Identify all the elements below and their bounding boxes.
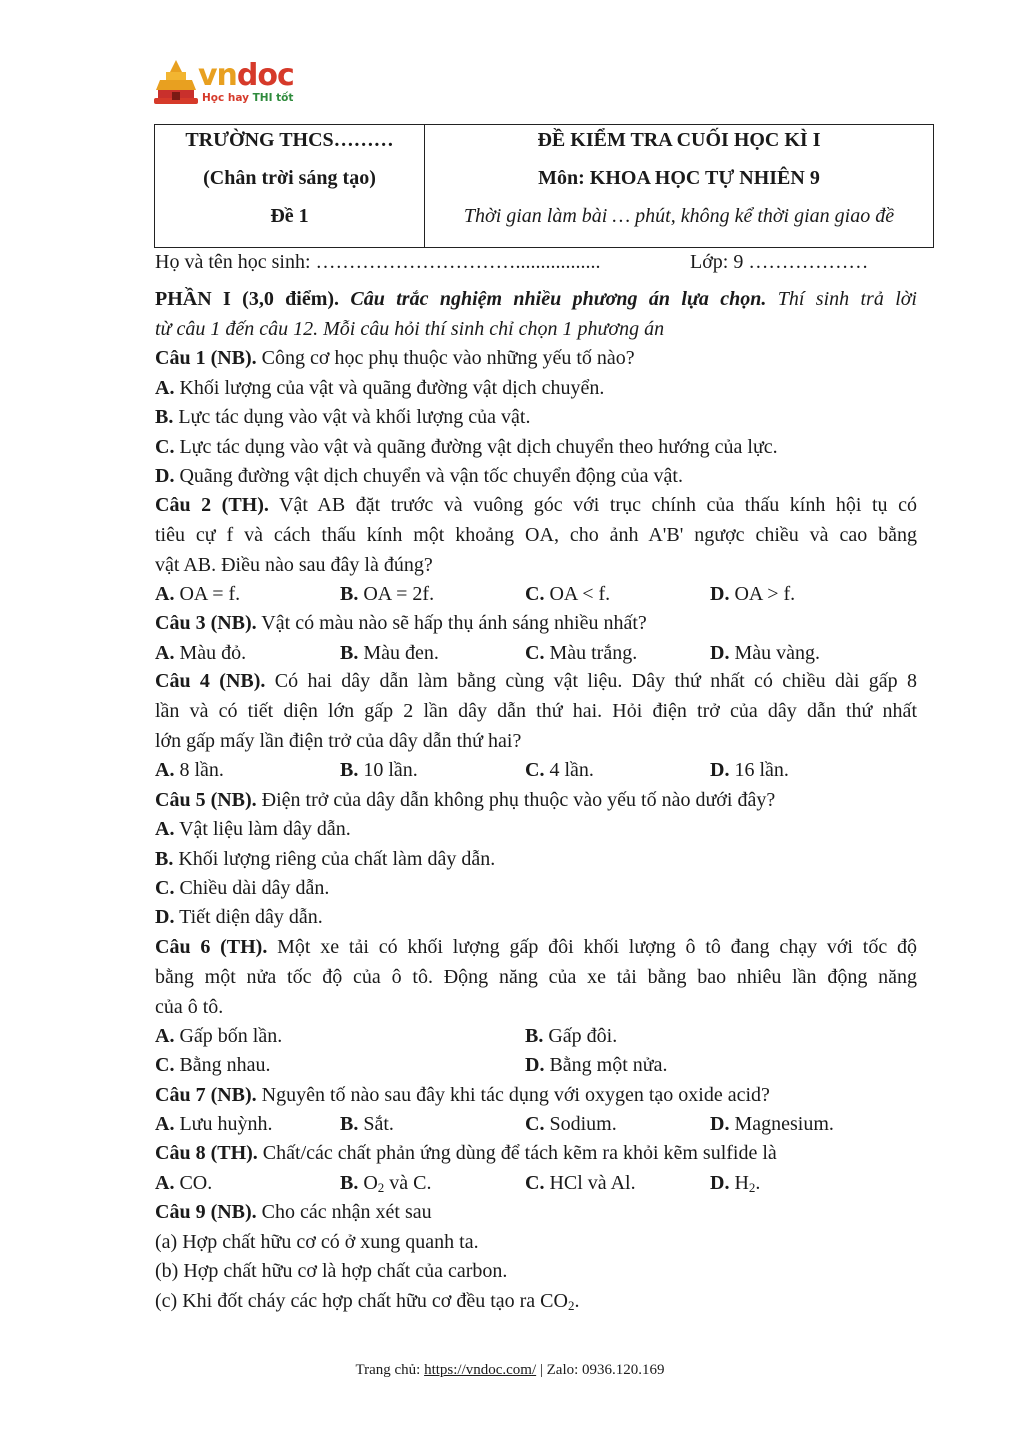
logo-tagline: Học hay THI tốt (202, 92, 294, 104)
exam-info-cell (425, 125, 933, 247)
question-2-line2: tiêu cự f và cách thấu kính một khoảng OA, cho ảnh A'B' ngược chiều và cao bằng (155, 524, 917, 546)
vndoc-home-link[interactable]: https://vndoc.com/ (424, 1362, 537, 1378)
q6-option-c: C. Bằng nhau. (155, 1054, 271, 1076)
question-2-line3: vật AB. Điều nào sau đây là đúng? (155, 554, 433, 576)
textbook-series: (Chân trời sáng tạo) (203, 167, 376, 189)
school-name: TRƯỜNG THCS……… (185, 129, 394, 151)
q2-option-c: C. OA < f. (525, 583, 611, 605)
q9-statement-a: (a) Hợp chất hữu cơ có ở xung quanh ta. (155, 1231, 479, 1253)
vndoc-logo (152, 58, 302, 108)
question-4: Câu 4 (NB). Có hai dây dẫn làm bằng cùng vật liệu. Dây thứ nhất có chiều dài gấp 8 (155, 670, 917, 692)
q6-option-d: D. Bằng một nửa. (525, 1054, 668, 1076)
page-footer: Trang chủ: https://vndoc.com/ | Zalo: 0936.120.169 (355, 1362, 665, 1378)
q7-option-a: A. Lưu huỳnh. (155, 1113, 273, 1135)
q2-option-b: B. OA = 2f. (340, 583, 435, 605)
exam-subject: Môn: KHOA HỌC TỰ NHIÊN 9 (538, 167, 820, 189)
student-name-line: Họ và tên học sinh: …………………………................. (155, 251, 601, 273)
q3-option-a: A. Màu đỏ. (155, 642, 247, 664)
logo-wordmark: vndoc (198, 58, 294, 93)
school-cell (155, 125, 425, 247)
q1-option-b: B. Lực tác dụng vào vật và khối lượng của vật. (155, 406, 531, 428)
q8-option-a: A. CO. (155, 1172, 213, 1194)
q4-option-b: B. 10 lần. (340, 759, 418, 781)
question-6-line3: của ô tô. (155, 996, 224, 1018)
question-2: Câu 2 (TH). Vật AB đặt trước và vuông góc với trục chính của thấu kính hội tụ có (155, 494, 917, 516)
q7-option-b: B. Sắt. (340, 1113, 394, 1135)
question-4-line2: lần và có tiết diện lớn gấp 2 lần dây dẫn thứ hai. Hỏi điện trở của dây dẫn thứ nhất (155, 700, 917, 722)
q3-option-b: B. Màu đen. (340, 642, 439, 664)
q5-option-d: D. Tiết diện dây dẫn. (155, 906, 323, 928)
question-6-line2: bằng một nửa tốc độ của ô tô. Động năng của xe tải bằng bao nhiêu lần động năng (155, 966, 917, 988)
part1-heading: PHẦN I (3,0 điểm). Câu trắc nghiệm nhiều phương án lựa chọn. Thí sinh trả lời (155, 288, 917, 310)
q6-option-b: B. Gấp đôi. (525, 1025, 618, 1047)
q6-option-a: A. Gấp bốn lần. (155, 1025, 283, 1047)
q2-option-d: D. OA > f. (710, 583, 796, 605)
exam-title: ĐỀ KIỂM TRA CUỐI HỌC KÌ I (537, 129, 821, 151)
question-4-line3: lớn gấp mấy lần điện trở của dây dẫn thứ hai? (155, 730, 522, 752)
q5-option-c: C. Chiều dài dây dẫn. (155, 877, 330, 899)
part1-instruction: từ câu 1 đến câu 12. Mỗi câu hỏi thí sinh chỉ chọn 1 phương án (155, 318, 665, 340)
question-3: Câu 3 (NB). Vật có màu nào sẽ hấp thụ ánh sáng nhiều nhất? (155, 612, 647, 634)
q9-statement-c: (c) Khi đốt cháy các hợp chất hữu cơ đều tạo ra $CO_2$. (155, 1290, 580, 1313)
q1-option-d: D. Quãng đường vật dịch chuyển và vận tốc chuyển động của vật. (155, 465, 683, 487)
q4-option-d: D. 16 lần. (710, 759, 789, 781)
q1-option-c: C. Lực tác dụng vào vật và quãng đường vật dịch chuyển theo hướng của lực. (155, 436, 778, 458)
q9-statement-b: (b) Hợp chất hữu cơ là hợp chất của carbon. (155, 1260, 508, 1282)
q7-option-c: C. Sodium. (525, 1113, 617, 1135)
temple-emblem-icon (152, 58, 200, 108)
question-6: Câu 6 (TH). Một xe tải có khối lượng gấp đôi khối lượng ô tô đang chạy với tốc độ (155, 936, 917, 958)
exam-version: Đề 1 (270, 205, 309, 227)
q3-option-c: C. Màu trắng. (525, 642, 638, 664)
q2-option-a: A. OA = f. (155, 583, 241, 605)
q8-option-c: C. HCl và Al. (525, 1172, 636, 1194)
q3-option-d: D. Màu vàng. (710, 642, 820, 664)
q4-option-a: A. 8 lần. (155, 759, 224, 781)
question-1: Câu 1 (NB). Công cơ học phụ thuộc vào những yếu tố nào? (155, 347, 635, 369)
q5-option-a: A. Vật liệu làm dây dẫn. (155, 818, 351, 840)
q7-option-d: D. Magnesium. (710, 1113, 834, 1135)
exam-duration: Thời gian làm bài … phút, không kể thời gian giao đề (463, 205, 895, 227)
q8-option-b: B. $O_2$ và C. (340, 1172, 432, 1195)
student-class-line: Lớp: 9 ……………… (690, 251, 869, 273)
exam-header-table (154, 124, 934, 248)
question-7: Câu 7 (NB). Nguyên tố nào sau đây khi tác dụng với oxygen tạo oxide acid? (155, 1084, 770, 1106)
q4-option-c: C. 4 lần. (525, 759, 594, 781)
question-5: Câu 5 (NB). Điện trở của dây dẫn không phụ thuộc vào yếu tố nào dưới đây? (155, 789, 776, 811)
question-9: Câu 9 (NB). Cho các nhận xét sau (155, 1201, 432, 1223)
q5-option-b: B. Khối lượng riêng của chất làm dây dẫn. (155, 848, 496, 870)
q1-option-a: A. Khối lượng của vật và quãng đường vật dịch chuyển. (155, 377, 605, 399)
question-8: Câu 8 (TH). Chất/các chất phản ứng dùng để tách kẽm ra khỏi kẽm sulfide là (155, 1142, 777, 1164)
q8-option-d: D. $H_2$. (710, 1172, 761, 1195)
